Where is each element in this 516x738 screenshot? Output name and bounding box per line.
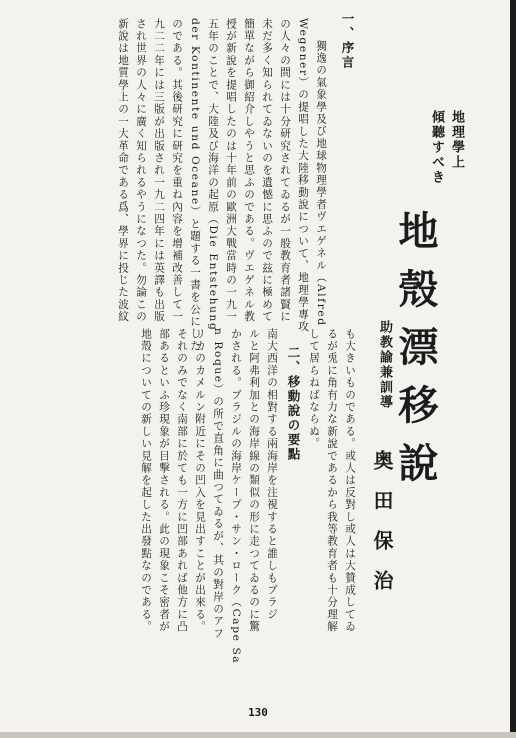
page-number: 130 [248,706,268,719]
section-heading-2: 二、移動說の要點 [286,346,301,462]
text-column-l10: 九二二年には三版が出版され一九二四年には英譯も出版 [153,18,165,323]
text-column-l11: され世界の人々に廣く知られるやうになつた。勿論この [135,18,147,323]
author-name: 奥田保治 [370,450,394,610]
text-column-l1: 獨逸の氣象學及び地球物理學者ヴエゲネル（Alfred [315,40,327,327]
text-column-l2: Wegener）の提唱した大陸移動說について、地理學專攻 [297,18,309,333]
text-column-l12: 新說は地質學上の一大革命である爲、學界に投じた波紋 [117,18,129,323]
text-column-r9: それのみでなく南部に於ても一方に凹部あれば他方に凸 [176,328,188,633]
text-column-r8: リカのカメルン附近にその凹入を見出すことが出來る。 [194,328,206,633]
text-column-r5: ルと阿弗利加との海岸線の類似の形に走つてゐるのに驚 [248,328,260,633]
author-affiliation: 助教諭兼訓導 [377,320,392,410]
text-column-l3: の人々の間には十分研究されてゐるが一般教育者諸賢に [279,18,291,323]
text-column-l7: 五年のことで、大陸及び海洋の起原（Die Entstehung [207,18,219,332]
title-kicker-line-2: 傾聽すべき [429,110,444,185]
title-kicker-line-1: 地理學上 [449,110,464,170]
text-column-l4: 未だ多く知られてゐないのを遺憾に思ふので玆に極めて [261,18,273,323]
text-column-r6: かされる。ブラジルの海岸ケープ・サン・ローク（Cape Sa [230,328,242,665]
text-column-l9: のである。其後研究に研究を重ね內容を增補改善して一 [171,18,183,323]
text-column-l8: der Kontinente und Oceane）と題する一書を公にした [189,18,201,353]
text-column-r3: して居らねばならぬ。 [308,328,320,450]
text-column-r7: n Roque）の所で直角に曲つてゐるが、其の對岸のアフ [212,328,224,640]
text-column-r4: 南大西洋の相對する兩海岸を注視すると誰しもブラジ [266,328,278,621]
text-column-r11: 地殼についての新しい見解を起した出發點なのである。 [140,328,152,633]
text-column-l6: 授が新說を提唱したのは十年前の歐洲大戰當時の一九一 [225,18,237,323]
text-column-r10: 部あるといふ珍現象が目撃される。此の現象こそ密者が [158,328,170,633]
text-column-r2: るが兎に角有力な新說であるから我等教育者も十分理解 [326,328,338,633]
text-column-l5: 簡單ながら御紹介しやうと思ふのである。ヴエゲネル教 [243,18,255,323]
text-column-r1: も大きいものである。或人は反對し或人は大贊成してゐ [344,328,356,633]
scan-edge-right [510,0,516,738]
scan-edge-bottom [0,732,516,738]
section-heading-1: 一、序言 [340,12,355,70]
article-title: 地殼漂移說 [392,210,439,500]
